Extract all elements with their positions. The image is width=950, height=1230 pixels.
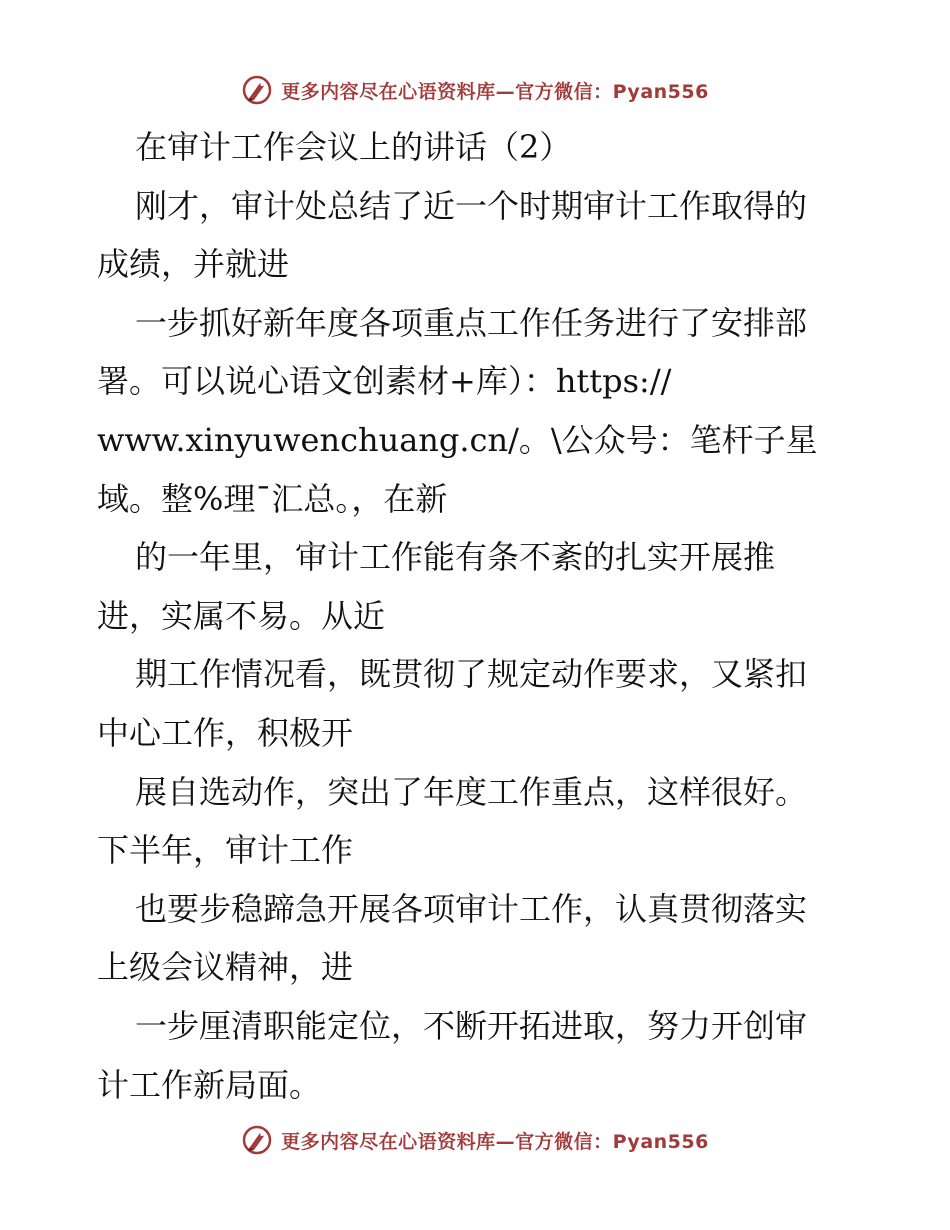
paragraph-line: 也要步稳蹄急开展各项审计工作，认真贯彻落实 <box>135 889 808 928</box>
paragraph-line: 一步厘清职能定位，不断开拓进取，努力开创审 <box>135 1006 808 1045</box>
paragraph-line: 计工作新局面。 <box>97 1065 322 1104</box>
paragraph-line: 的一年里，审计工作能有条不紊的扎实开展推 <box>135 538 776 577</box>
footer-watermark-text: 更多内容尽在心语资料库—官方微信：Pyan556 <box>281 1130 709 1153</box>
paragraph-line: 上级会议精神，进 <box>97 948 354 987</box>
paragraph-line: 中心工作，积极开 <box>97 713 354 752</box>
paragraph-line: 展自选动作，突出了年度工作重点，这样很好。 <box>135 772 808 811</box>
document-title: 在审计工作会议上的讲话（2） <box>135 128 572 166</box>
header-watermark-text: 更多内容尽在心语资料库—官方微信：Pyan556 <box>281 80 709 103</box>
paragraph-line: 下半年，审计工作 <box>97 831 354 870</box>
document-body <box>97 118 857 1114</box>
paragraph-line: 署。可以说心语文创素材+库）：https:// <box>97 362 672 401</box>
paragraph-line: 进，实属不易。从近 <box>97 596 386 635</box>
paragraph-line: 域。整%理¯汇总。，在新 <box>97 479 448 518</box>
pen-nib-logo-icon <box>241 1124 273 1156</box>
paragraph-line: 期工作情况看，既贯彻了规定动作要求，又紧扣 <box>135 655 808 694</box>
footer-watermark-banner <box>0 1120 950 1160</box>
paragraph-line: 成绩，并就进 <box>97 245 290 284</box>
header-watermark-banner <box>0 70 950 110</box>
paragraph-line: 一步抓好新年度各项重点工作任务进行了安排部 <box>135 303 808 342</box>
paragraph-line: 刚才，审计处总结了近一个时期审计工作取得的 <box>135 186 808 225</box>
paragraph-line: www.xinyuwenchuang.cn/。\公众号：笔杆子星 <box>97 420 818 459</box>
pen-nib-logo-icon <box>241 74 273 106</box>
